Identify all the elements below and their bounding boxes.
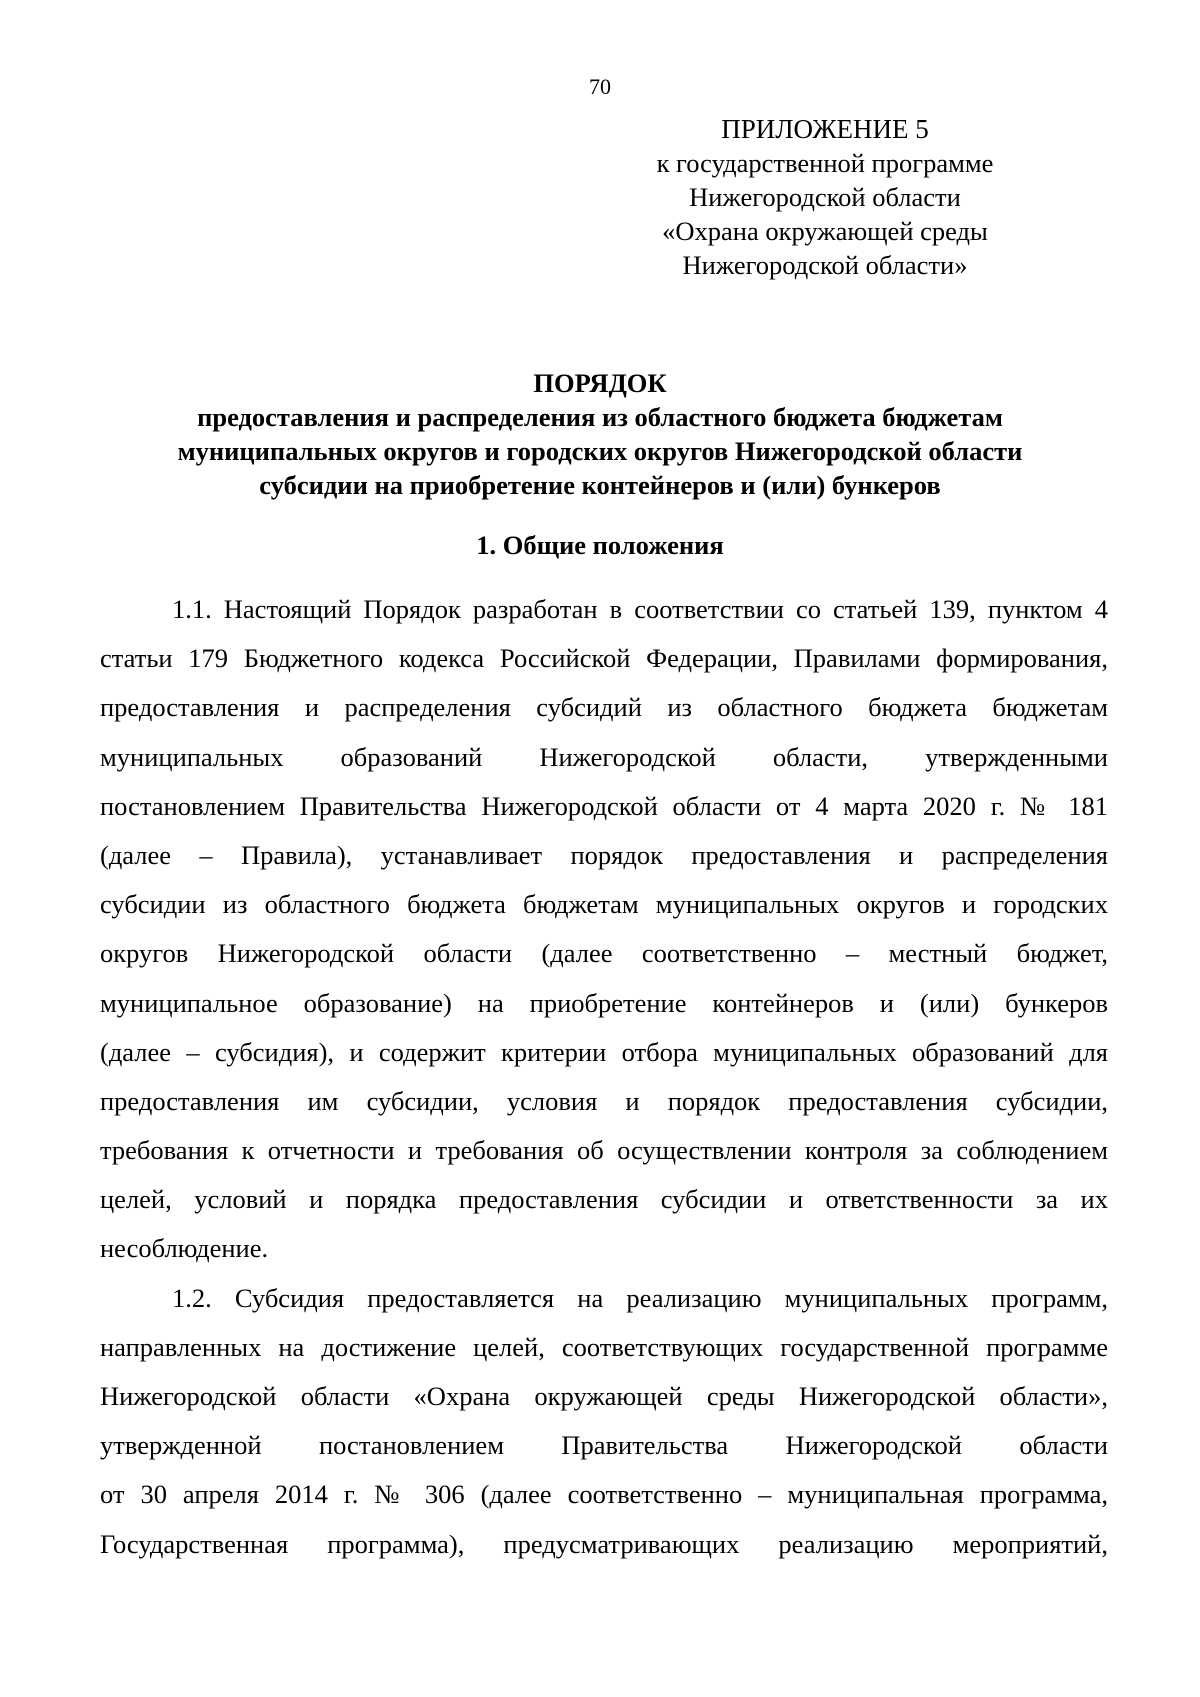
paragraph-1-line: предоставления и распределения субсидий из областного бюджета бюджетам [100,692,1108,723]
paragraph-1-line: (далее – Правила), устанавливает порядок предоставления и распределения [100,839,1108,870]
paragraph-2-line: направленных на достижение целей, соответствующих государственной программе [100,1331,1108,1362]
annex-block [640,112,1010,282]
paragraph-1-line: целей, условий и порядка предоставления субсидии и ответственности за их [100,1184,1108,1215]
paragraph-2-line: утвержденной постановлением Правительства Нижегородской области [100,1430,1108,1461]
paragraph-2-line: 1.2. Субсидия предоставляется на реализацию муниципальных программ, [172,1282,1108,1313]
document-title-line: муниципальных округов и городских округов Нижегородской области [177,436,1023,466]
body-text [100,592,1108,1576]
paragraph-2-line: от 30 апреля 2014 г. № 306 (далее соответственно – муниципальная программа, [100,1479,1108,1510]
paragraph-1-line: предоставления им субсидии, условия и порядок предоставления субсидии, [100,1085,1108,1116]
paragraph-1-line: субсидии из областного бюджета бюджетам муниципальных округов и городских [100,889,1108,920]
annex-title: ПРИЛОЖЕНИЕ 5 [721,114,929,144]
paragraph-1-line: округов Нижегородской области (далее соответственно – местный бюджет, [100,938,1108,969]
paragraph-1-line: несоблюдение. [100,1233,269,1264]
paragraph-1-line: требования к отчетности и требования об осуществлении контроля за соблюдением [100,1135,1108,1166]
document-title-heading: ПОРЯДОК [533,368,667,398]
paragraph-1-line: муниципальное образование) на приобретение контейнеров и (или) бункеров [100,987,1108,1018]
document-title [100,366,1100,502]
document-title-line: предоставления и распределения из областного бюджета бюджетам [197,402,1003,432]
paragraph-1-line: 1.1. Настоящий Порядок разработан в соответствии со статьей 139, пунктом 4 [172,594,1108,624]
annex-line: Нижегородской области» [682,250,968,280]
paragraph-1-line: статьи 179 Бюджетного кодекса Российской Федерации, Правилами формирования, [100,643,1108,674]
paragraph-1-line: (далее – субсидия), и содержит критерии отбора муниципальных образований для [100,1036,1108,1067]
page-number: 70 [589,74,611,99]
paragraph-2-line: Нижегородской области «Охрана окружающей среды Нижегородской области», [100,1381,1108,1411]
document-title-line: субсидии на приобретение контейнеров и (или) бункеров [259,470,941,500]
paragraph-2-line: Государственная программа), предусматривающих реализацию мероприятий, [100,1528,1108,1559]
section-heading: 1. Общие положения [476,530,724,560]
annex-line: Нижегородской области [689,182,961,212]
annex-line: к государственной программе [656,148,994,178]
annex-line: «Охрана окружающей среды [662,216,988,246]
paragraph-1-line: постановлением Правительства Нижегородской области от 4 марта 2020 г. № 181 [100,790,1108,821]
paragraph-1-line: муниципальных образований Нижегородской области, утвержденными [100,741,1108,772]
